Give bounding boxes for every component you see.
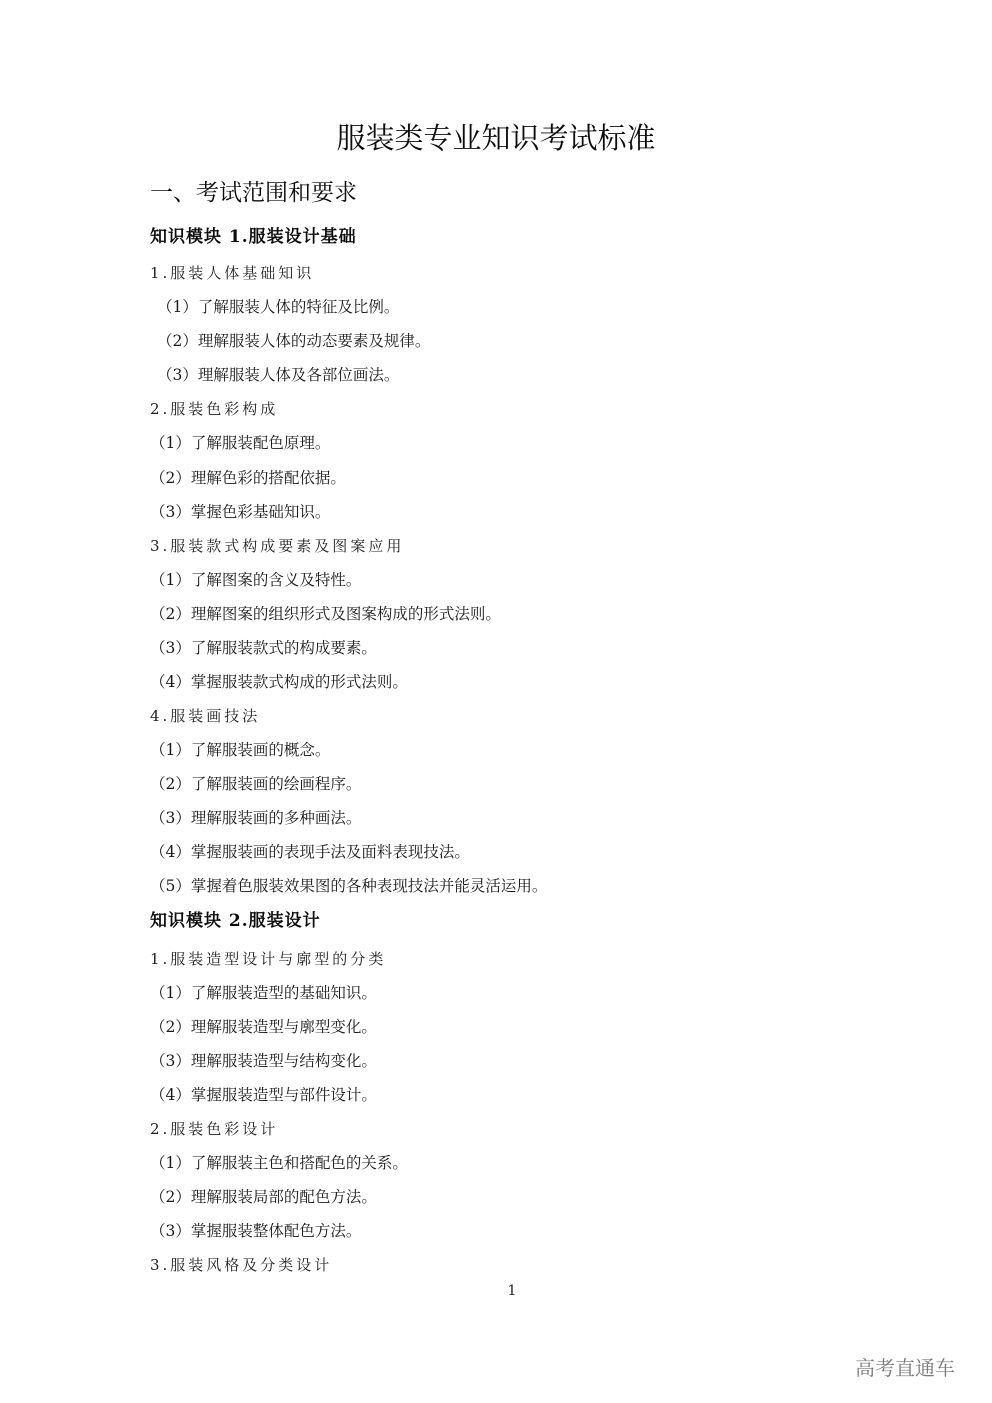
topic-heading: 3.服装款式构成要素及图案应用 bbox=[150, 537, 405, 555]
requirement-item: （1）了解服装主色和搭配色的关系。 bbox=[150, 1154, 408, 1172]
topic-heading: 1.服装人体基础知识 bbox=[150, 264, 315, 282]
topic-heading: 3.服装风格及分类设计 bbox=[150, 1256, 333, 1274]
requirement-item: （1）了解服装人体的特征及比例。 bbox=[157, 298, 400, 316]
requirement-item: （3）掌握服装整体配色方法。 bbox=[150, 1222, 362, 1240]
requirement-item: （2）了解服装画的绘画程序。 bbox=[150, 775, 362, 793]
requirement-item: （1）了解服装配色原理。 bbox=[150, 434, 331, 452]
requirement-item: （1）了解图案的含义及特性。 bbox=[150, 571, 362, 589]
document-title: 服装类专业知识考试标准 bbox=[336, 121, 656, 155]
requirement-item: （1）了解服装造型的基础知识。 bbox=[150, 984, 377, 1002]
section-heading: 一、考试范围和要求 bbox=[150, 180, 357, 206]
topic-heading: 2.服装色彩构成 bbox=[150, 400, 279, 418]
requirement-item: （5）掌握着色服装效果图的各种表现技法并能灵活运用。 bbox=[150, 877, 548, 895]
requirement-item: （3）了解服装款式的构成要素。 bbox=[150, 639, 377, 657]
requirement-item: （4）掌握服装款式构成的形式法则。 bbox=[150, 673, 408, 691]
requirement-item: （3）理解服装人体及各部位画法。 bbox=[157, 366, 400, 384]
requirement-item: （3）掌握色彩基础知识。 bbox=[150, 503, 331, 521]
requirement-item: （3）理解服装造型与结构变化。 bbox=[150, 1052, 377, 1070]
requirement-item: （4）掌握服装画的表现手法及面料表现技法。 bbox=[150, 843, 470, 861]
requirement-item: （2）理解服装造型与廓型变化。 bbox=[150, 1018, 377, 1036]
topic-heading: 2.服装色彩设计 bbox=[150, 1120, 279, 1138]
requirement-item: （3）理解服装画的多种画法。 bbox=[150, 809, 362, 827]
topic-heading: 4.服装画技法 bbox=[150, 707, 261, 725]
requirement-item: （1）了解服装画的概念。 bbox=[150, 741, 331, 759]
requirement-item: （2）理解图案的组织形式及图案构成的形式法则。 bbox=[150, 605, 501, 623]
module-heading: 知识模块 2.服装设计 bbox=[150, 911, 321, 931]
requirement-item: （2）理解色彩的搭配依据。 bbox=[150, 469, 346, 487]
requirement-item: （4）掌握服装造型与部件设计。 bbox=[150, 1086, 377, 1104]
requirement-item: （2）理解服装人体的动态要素及规律。 bbox=[157, 332, 431, 350]
watermark-label: 高考直通车 bbox=[855, 1356, 955, 1380]
topic-heading: 1.服装造型设计与廓型的分类 bbox=[150, 950, 387, 968]
module-heading: 知识模块 1.服装设计基础 bbox=[150, 227, 357, 247]
page-number: 1 bbox=[507, 1283, 517, 1299]
requirement-item: （2）理解服装局部的配色方法。 bbox=[150, 1188, 377, 1206]
